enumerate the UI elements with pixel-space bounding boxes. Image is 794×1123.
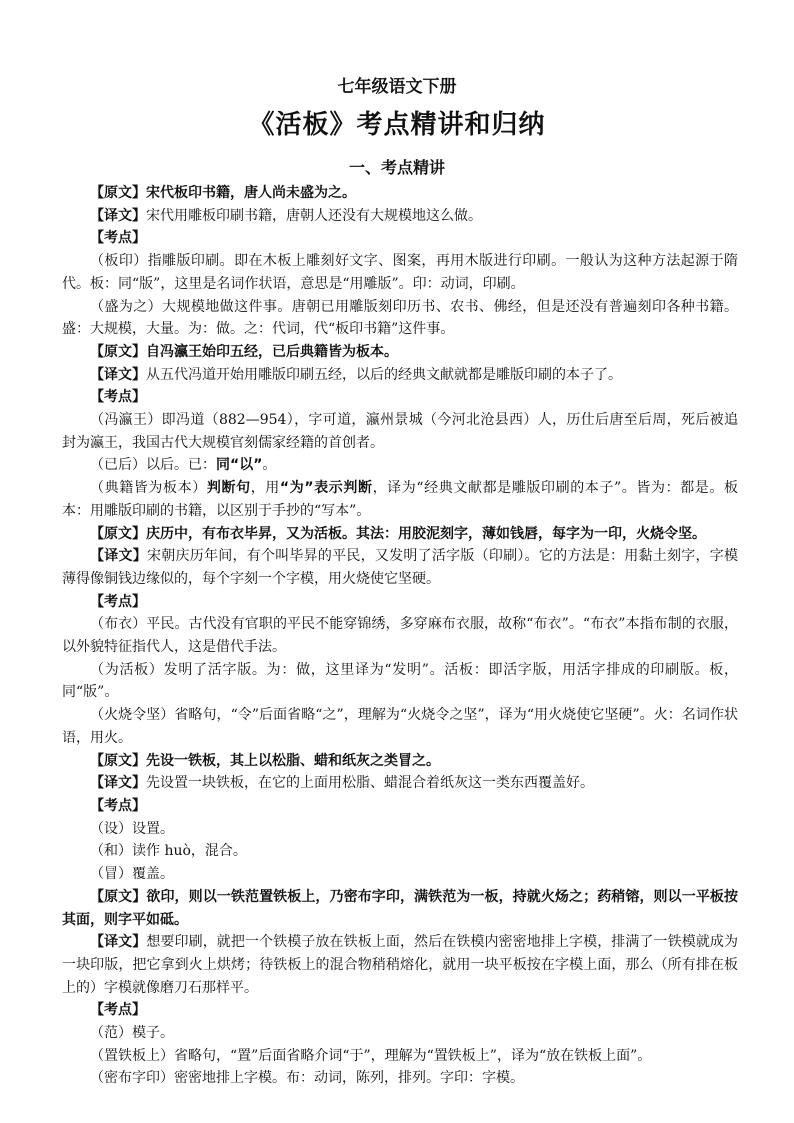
translation-text: 宋代用雕板印刷书籍，唐朝人还没有大规模地这么做。 [146,207,482,224]
annotation-text: ，用 [250,480,280,497]
annotation-tail: ，译为“经典文献都是雕版印刷的本子”。皆为：都是。板本：用雕版印刷的书籍，以区别于手抄的“写本”。 [62,480,739,519]
original-text-paragraph [62,750,738,773]
original-text: 庆历中，有布衣毕昇，又为活板。其法：用胶泥刻字，薄如钱唇，每字为一印，火烧令坚。 [146,525,706,542]
article-body [62,182,738,1090]
annotation-text: 平民。古代没有官职的平民不能穿锦绣，多穿麻布衣服，故称“布衣”。“布衣”本指布制的衣服，以外貌特征指代人，这是借代手法。 [62,616,738,656]
kaodian-tag: 【考点】 [90,389,146,406]
annotation-paragraph [62,659,738,704]
kaodian-tag: 【考点】 [90,593,146,610]
annotation-tail: 。 [262,457,277,474]
original-text-paragraph [62,886,738,931]
annotation-term: （火烧令坚） [90,707,175,724]
annotation-paragraph [62,477,738,522]
annotation-paragraph [62,454,738,477]
annotation-paragraph [62,840,738,863]
section-heading: 一、考点精讲 [348,158,445,177]
original-text: 宋代板印书籍，唐人尚未盛为之。 [146,185,356,201]
yuanwen-tag: 【原文】 [90,752,146,769]
annotation-term: （冯瀛王） [90,412,162,429]
annotation-text: 以后。已： [146,457,216,474]
yiwen-tag: 【译文】 [90,775,146,792]
original-text-paragraph [62,341,738,364]
annotation-text: 省略句，“置”后面省略介词“于”，理解为“置铁板上”，译为“放在铁板上面”。 [174,1047,652,1064]
yiwen-tag: 【译文】 [90,207,146,224]
translation-text: 想要印刷，就把一个铁模子放在铁板上面，然后在铁模内密密地排上字模，排满了一铁模就成为一块印版，把它拿到火上烘烤；待铁板上的混合物稍稍熔化，就用一块平板按在字模上面，那么（所有排在板上的）字模就像磨刀石那样平。 [62,934,739,996]
annotation-term: （为活板） [90,661,164,678]
annotation-text: 省略句，“令”后面省略“之”，理解为“火烧令之坚”，译为“用火烧使它坚硬”。火：名词作状语，用火。 [62,707,738,746]
annotation-term: （置铁板上） [90,1047,174,1064]
annotation-term: （板印） [90,253,148,270]
annotation-text: 读作 huò，混合。 [132,843,247,860]
annotation-term: （已后） [90,457,146,474]
annotation-term: （冒） [90,866,132,883]
original-text: 先设一铁板，其上以松脂、蜡和纸灰之类冒之。 [146,752,440,769]
annotation-paragraph [62,1045,738,1068]
translation-paragraph [62,364,738,387]
translation-text: 先设置一块铁板，在它的上面用松脂、蜡混合着纸灰这一类东西覆盖好。 [146,775,594,792]
annotation-emphasis: 同“以” [216,457,263,474]
annotation-text: 发明了活字版。为：做，这里译为“发明”。活板：即活字版，用活字排成的印刷版。板，同“版”。 [62,661,739,701]
translation-paragraph [62,545,738,590]
key-points-heading [62,227,738,250]
kaodian-tag: 【考点】 [90,230,146,247]
annotation-paragraph [62,409,738,454]
yuanwen-tag: 【原文】 [90,185,146,201]
annotation-paragraph [62,250,738,295]
annotation-term: （盛为之） [90,298,163,315]
annotation-term: （设） [90,820,132,837]
annotation-text: 密密地排上字模。布：动词，陈列，排列。字印：字模。 [174,1070,524,1087]
annotation-paragraph [62,296,738,341]
annotation-term: （典籍皆为板本） [90,480,207,497]
grade-heading: 七年级语文下册 [337,77,457,97]
kaodian-tag: 【考点】 [90,797,146,814]
translation-paragraph [62,205,738,228]
translation-paragraph [62,931,738,999]
yiwen-tag: 【译文】 [90,934,147,951]
original-text: 欲印，则以一铁范置铁板上，乃密布字印，满铁范为一板，持就火炀之；药稍镕，则以一平板按其面，则字平如砥。 [62,888,739,928]
original-text: 自冯瀛王始印五经，已后典籍皆为板本。 [146,343,398,360]
annotation-text: 覆盖。 [132,866,174,883]
yiwen-tag: 【译文】 [90,548,147,565]
key-points-heading [62,591,738,614]
annotation-paragraph [62,1022,738,1045]
translation-paragraph [62,772,738,795]
key-points-heading [62,999,738,1022]
annotation-emphasis: 判断句 [206,480,251,497]
original-text-paragraph [62,182,738,205]
annotation-term: （和） [90,843,132,860]
annotation-paragraph [62,1067,738,1090]
annotation-text: 即冯道（882—954），字可道，瀛州景城（今河北沧县西）人，历仕后唐至后周，死后被追封为瀛王，我国古代大规模官刻儒家经籍的首创者。 [62,412,738,451]
yuanwen-tag: 【原文】 [90,343,146,360]
translation-text: 宋朝庆历年间，有个叫毕昇的平民，又发明了活字版（印刷）。它的方法是：用黏土刻字，字模薄得像铜钱边缘似的，每个字刻一个字模，用火烧使它坚硬。 [62,548,739,587]
annotation-text: 大规模地做这件事。唐朝已用雕版刻印历书、农书、佛经，但是还没有普遍刻印各种书籍。盛：大规模，大量。为：做。之：代词，代“板印书籍”这件事。 [62,298,738,338]
yuanwen-tag: 【原文】 [90,888,147,905]
annotation-term: （范） [90,1025,132,1042]
annotation-text: 设置。 [132,820,174,837]
annotation-text: 指雕版印刷。即在木板上雕刻好文字、图案，再用木版进行印刷。一般认为这种方法起源于隋代。板：同“版”，这里是名词作状语，意思是“用雕版”。印：动词，印刷。 [62,253,739,292]
original-text-paragraph [62,523,738,546]
annotation-emphasis: “为”表示判断 [279,480,373,497]
key-points-heading [62,795,738,818]
kaodian-tag: 【考点】 [90,1002,146,1019]
annotation-paragraph [62,704,738,749]
annotation-term: （密布字印） [90,1070,174,1087]
annotation-term: （布衣） [90,616,147,633]
page-title: 《活板》考点精讲和归纳 [248,110,546,140]
annotation-paragraph [62,818,738,841]
yiwen-tag: 【译文】 [90,366,146,383]
annotation-text: 模子。 [132,1025,174,1042]
annotation-paragraph [62,863,738,886]
key-points-heading [62,386,738,409]
yuanwen-tag: 【原文】 [90,525,146,542]
annotation-paragraph [62,613,738,658]
translation-text: 从五代冯道开始用雕版印刷五经，以后的经典文献就都是雕版印刷的本子了。 [146,366,622,383]
